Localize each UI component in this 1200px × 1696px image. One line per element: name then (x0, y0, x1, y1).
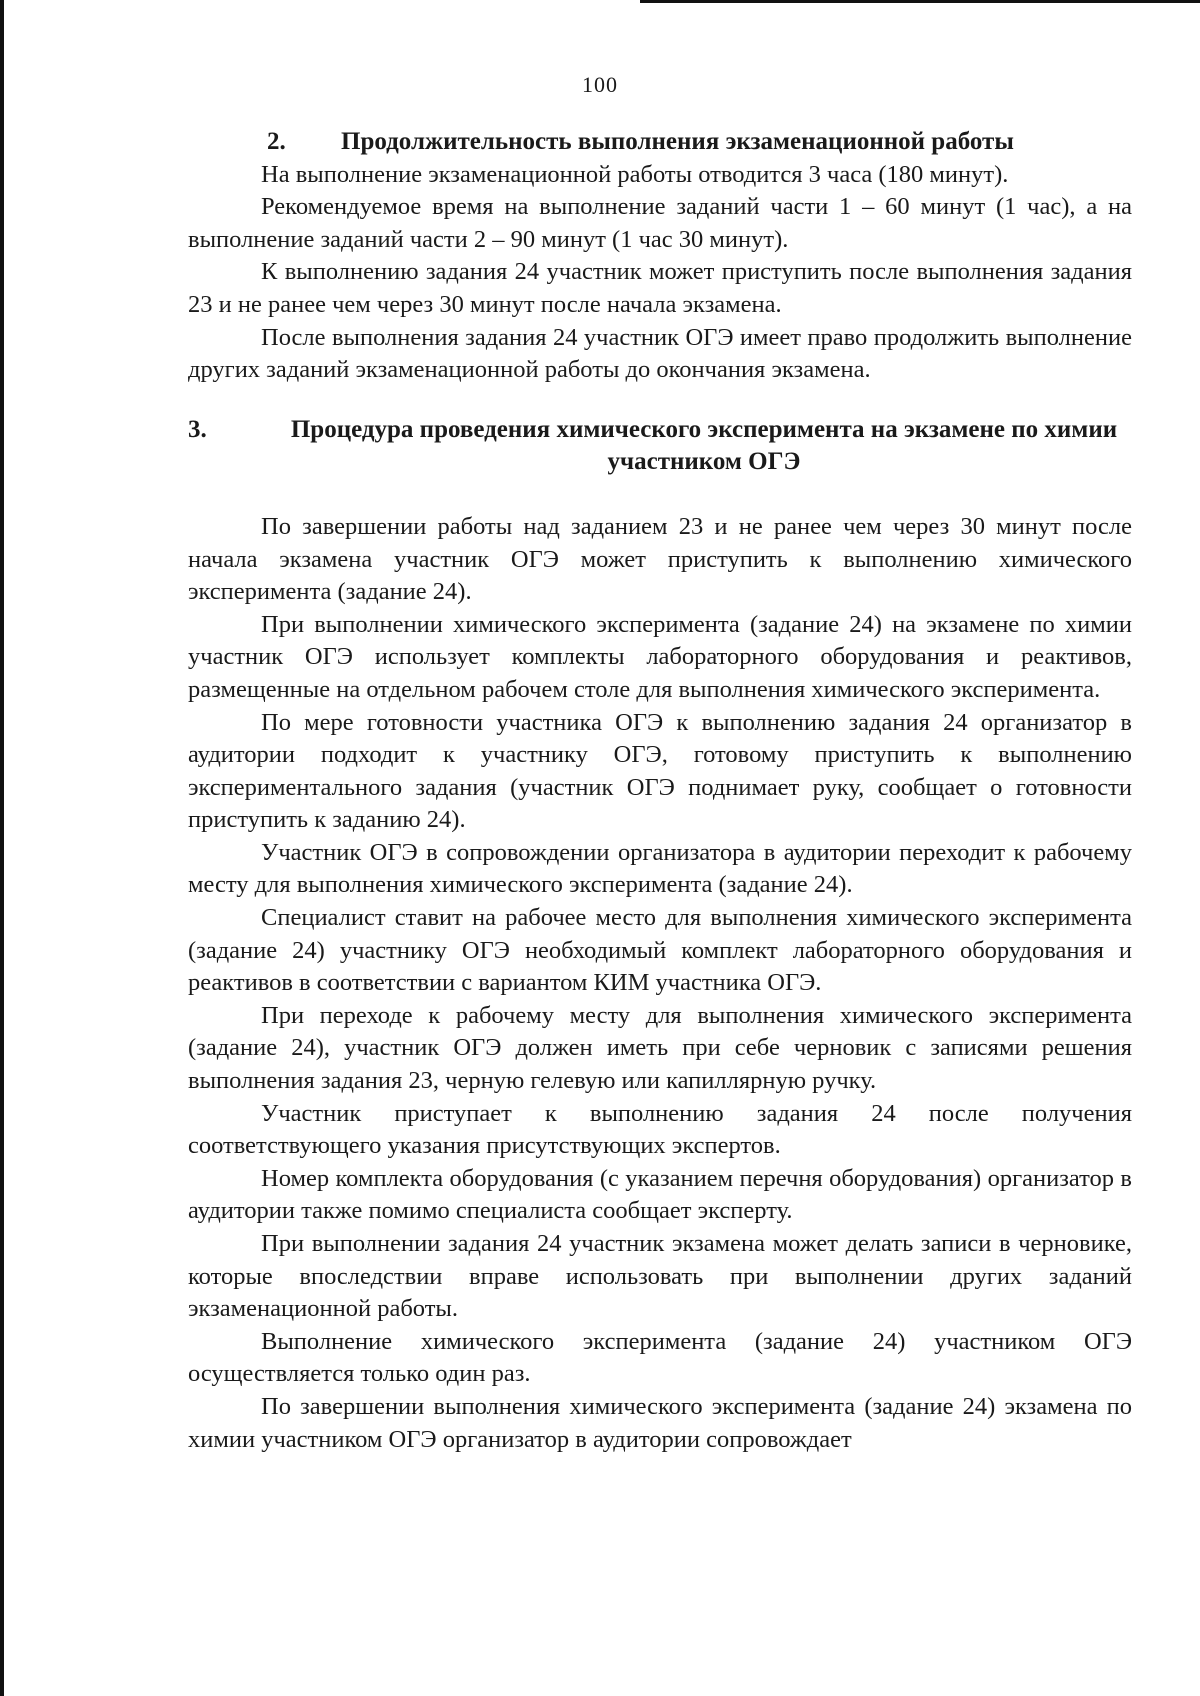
section-3-paragraph: По завершении выполнения химического эксперимента (задание 24) экзамена по химии участником ОГЭ организатор в аудитории сопровождает (188, 1392, 1132, 1453)
scan-edge-top (640, 0, 1200, 3)
section-2-paragraph: Рекомендуемое время на выполнение заданий части 1 – 60 минут (1 час), а на выполнение заданий части 2 – 90 минут (1 час 30 минут). (188, 193, 1132, 253)
scan-edge-left (0, 0, 4, 1696)
section-3-heading (188, 414, 1132, 479)
section-3-paragraph: По мере готовности участника ОГЭ к выполнению задания 24 организатор в аудитории подходит к участнику ОГЭ, готовому приступить к выполнению экспериментального задания (участник ОГЭ поднимает руку, сообщает о готовности приступить к заданию 24). (188, 708, 1132, 834)
document-body (188, 126, 1132, 1456)
section-3-paragraph: По завершении работы над заданием 23 и не ранее чем через 30 минут после начала экзамена участник ОГЭ может приступить к выполнению химического эксперимента (задание 24). (188, 512, 1132, 606)
section-3-paragraph: При переходе к рабочему месту для выполнения химического эксперимента (задание 24), участник ОГЭ должен иметь при себе черновик с записями решения выполнения задания 23, черную гелевую или капиллярную ручку. (188, 1001, 1132, 1095)
section-3-paragraph: При выполнении задания 24 участник экзамена может делать записи в черновике, которые впоследствии вправе использовать при выполнении других заданий экзаменационной работы. (188, 1230, 1132, 1323)
section-3-paragraph: Выполнение химического эксперимента (задание 24) участником ОГЭ осуществляется только один раз. (188, 1327, 1132, 1388)
section-3-paragraph: Участник приступает к выполнению задания 24 после получения соответствующего указания присутствующих экспертов. (188, 1099, 1132, 1160)
section-2-number: 2. (267, 128, 286, 155)
section-2-paragraph: К выполнению задания 24 участник может приступить после выполнения задания 23 и не ранее чем через 30 минут после начала экзамена. (188, 258, 1132, 318)
section-2-paragraph: После выполнения задания 24 участник ОГЭ имеет право продолжить выполнение других заданий экзаменационной работы до окончания экзамена. (188, 323, 1132, 384)
section-3-paragraph: Участник ОГЭ в сопровождении организатора в аудитории переходит к рабочему месту для выполнения химического эксперимента (задание 24). (188, 838, 1132, 899)
section-3-paragraph: При выполнении химического эксперимента (задание 24) на экзамене по химии участник ОГЭ использует комплекты лабораторного оборудования и реактивов, размещенные на отдельном рабочем столе для выполнения химического эксперимента. (188, 610, 1132, 703)
page-number: 100 (582, 72, 618, 97)
section-3-number: 3. (188, 415, 207, 443)
section-3-paragraph: Специалист ставит на рабочее место для выполнения химического эксперимента (задание 24) участнику ОГЭ необходимый комплект лабораторного оборудования и реактивов в соответствии с вариантом КИМ участника ОГЭ. (188, 904, 1132, 997)
section-2-heading (188, 126, 1132, 159)
section-3-title: Процедура проведения химического эксперимента на экзамене по химии участником ОГЭ (290, 415, 1118, 476)
section-3-paragraph: Номер комплекта оборудования (с указанием перечня оборудования) организатор в аудитории также помимо специалиста сообщает эксперту. (188, 1164, 1132, 1225)
section-2-title: Продолжительность выполнения экзаменационной работы (341, 128, 1014, 155)
section-2-paragraph: На выполнение экзаменационной работы отводится 3 часа (180 минут). (261, 160, 1009, 188)
